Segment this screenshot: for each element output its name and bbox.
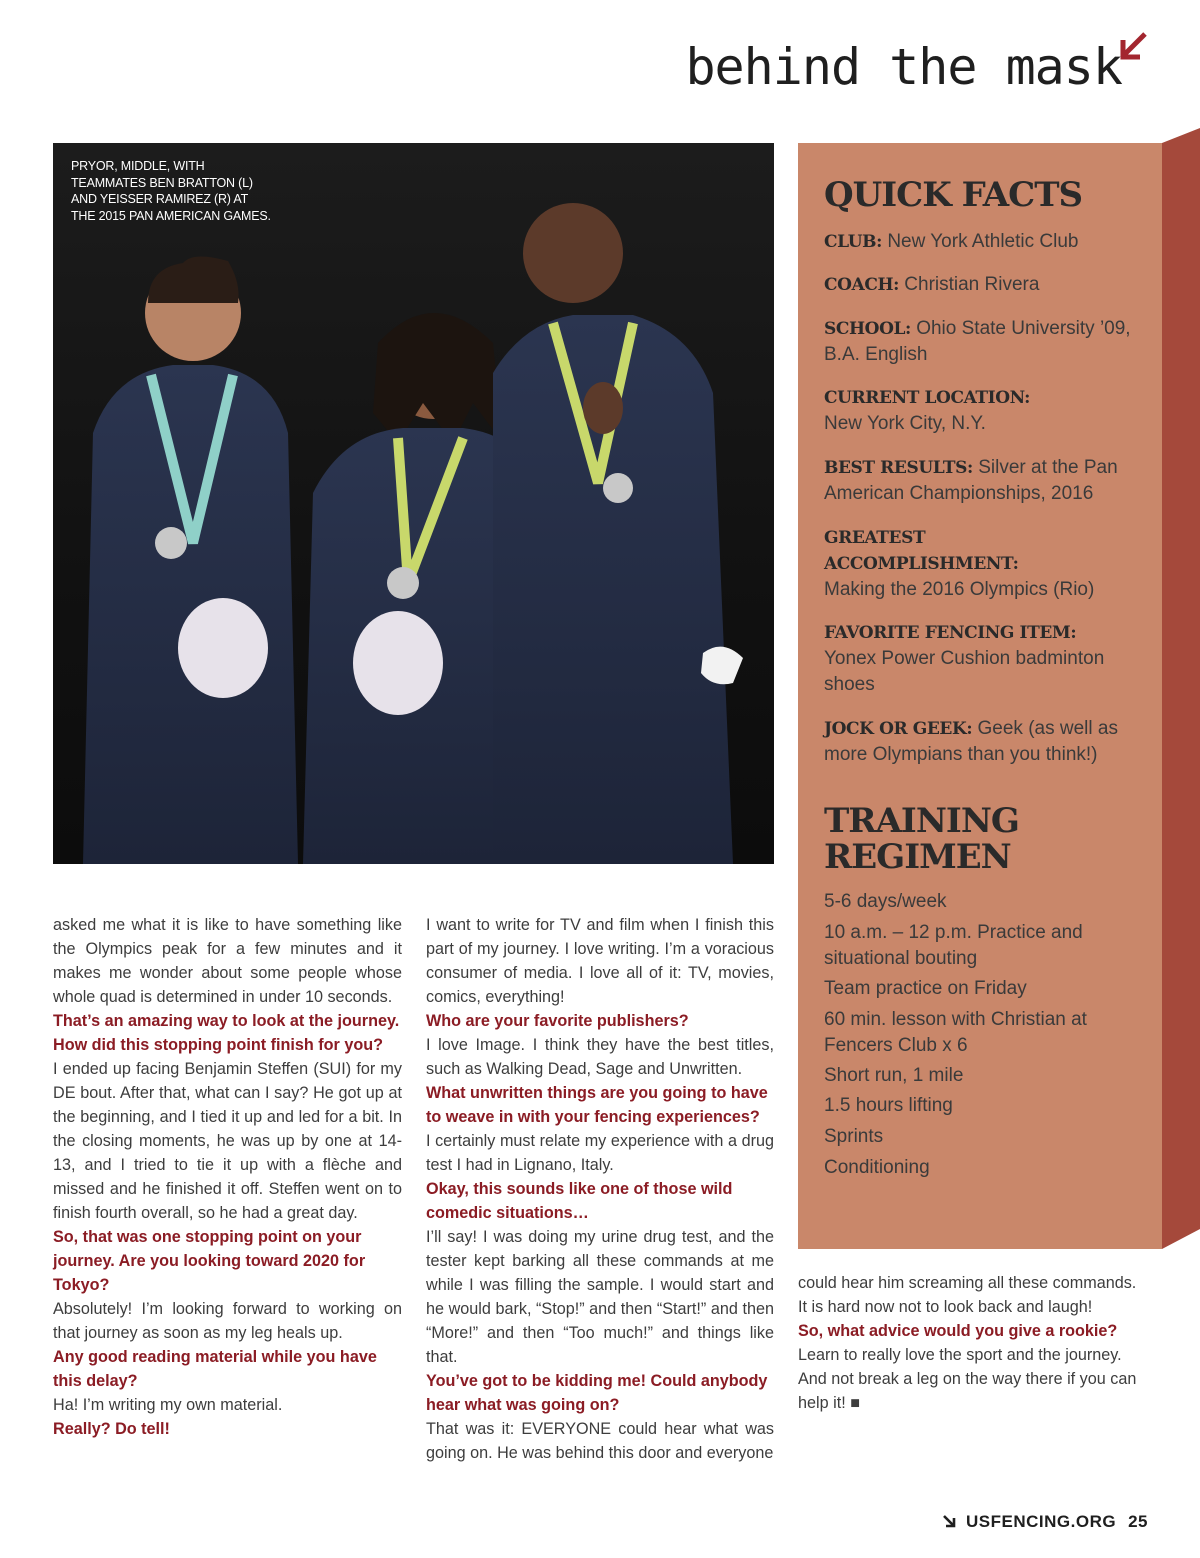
fact-jock-label: JOCK OR GEEK: — [824, 719, 973, 739]
fact-results-value: Silver at the Pan American Championships, 2016 — [824, 457, 1118, 504]
article-column-1 — [53, 913, 402, 1441]
fact-item-value: Yonex Power Cushion badminton shoes — [824, 648, 1105, 695]
fact-location-value: New York City, N.Y. — [824, 413, 986, 434]
fact-item — [824, 620, 1139, 698]
answer-paragraph: I love Image. I think they have the best titles, such as Walking Dead, Sage and Unwritten. — [426, 1036, 774, 1078]
fact-coach-value: Christian Rivera — [904, 274, 1040, 295]
answer-paragraph: Absolutely! I’m looking forward to working on that journey as soon as my leg heals up. — [53, 1300, 402, 1342]
training-item: Conditioning — [824, 1157, 930, 1178]
fact-club — [824, 229, 1139, 255]
fact-school — [824, 316, 1139, 368]
fact-accomplishment-label: GREATEST ACCOMPLISHMENT: — [824, 528, 1019, 574]
fact-coach-label: COACH: — [824, 275, 899, 295]
fact-accomplishment — [824, 525, 1095, 603]
training-item: 5-6 days/week — [824, 891, 947, 912]
arrow-down-right-icon — [942, 1514, 956, 1528]
question-paragraph: So, that was one stopping point on your journey. Are you looking toward 2020 for Tokyo? — [53, 1228, 366, 1294]
answer-paragraph: asked me what it is like to have something like the Olympics peak for a few minutes and it makes me wonder about some people whose whole quad is determined in under 10 seconds. — [53, 916, 402, 1006]
panel-edge — [1162, 128, 1200, 1249]
fact-school-label: SCHOOL: — [824, 319, 911, 339]
answer-paragraph: I want to write for TV and film when I finish this part of my journey. I love writing. I’m a voracious consumer of media. I love all of it: TV, movies, comics, everything! — [426, 916, 774, 1006]
question-paragraph: You’ve got to be kidding me! Could anybody hear what was going on? — [426, 1372, 768, 1414]
question-paragraph: That’s an amazing way to look at the journey. How did this stopping point finish for you? — [53, 1012, 400, 1054]
fact-coach — [824, 272, 1139, 298]
question-paragraph: Okay, this sounds like one of those wild comedic situations… — [426, 1180, 733, 1222]
fact-club-label: CLUB: — [824, 232, 883, 252]
answer-paragraph: That was it: EVERYONE could hear what was going on. He was behind this door and everyone — [426, 1420, 774, 1462]
fact-results — [824, 455, 1139, 507]
training-title: TRAINING REGIMEN — [824, 801, 1019, 877]
fact-jock — [824, 716, 1139, 768]
page-number: 25 — [1128, 1512, 1148, 1531]
fact-results-label: BEST RESULTS: — [824, 458, 973, 478]
answer-paragraph: I’ll say! I was doing my urine drug test, and the tester kept barking all these commands at me while I was filling the sample. I would start and he would bark, “Stop!” and then “Start!” and then “More!” and then “Too much!” and things like that. — [426, 1228, 774, 1366]
fencers-illustration — [53, 143, 774, 864]
section-title: behind the mask — [685, 38, 1122, 96]
fact-school-value: Ohio State University ’09, B.A. English — [824, 318, 1131, 365]
training-item: Short run, 1 mile — [824, 1065, 964, 1086]
page-footer — [942, 1512, 1148, 1532]
arrow-down-left-icon — [1117, 30, 1151, 64]
question-paragraph: Who are your favorite publishers? — [426, 1012, 689, 1030]
training-item: Sprints — [824, 1126, 884, 1147]
fact-item-label: FAVORITE FENCING ITEM: — [824, 623, 1077, 643]
answer-paragraph: Ha! I’m writing my own material. — [53, 1396, 283, 1414]
question-paragraph: So, what advice would you give a rookie? — [798, 1322, 1118, 1340]
question-paragraph: Really? Do tell! — [53, 1420, 170, 1438]
answer-paragraph: Learn to really love the sport and the journey. And not break a leg on the way there if you can help it! ■ — [798, 1346, 1137, 1412]
photo-caption: PRYOR, MIDDLE, WITH TEAMMATES BEN BRATTON (L) AND YEISSER RAMIREZ (R) AT THE 2015 PAN AMERICAN GAMES. — [71, 159, 271, 223]
fact-accomplishment-value: Making the 2016 Olympics (Rio) — [824, 579, 1095, 600]
training-item: 60 min. lesson with Christian at Fencers Club x 6 — [824, 1009, 1087, 1056]
answer-paragraph: I certainly must relate my experience with a drug test I had in Lignano, Italy. — [426, 1132, 774, 1174]
quick-facts-title: QUICK FACTS — [824, 175, 1083, 215]
article-column-2 — [426, 913, 774, 1465]
fact-jock-value: Geek (as well as more Olympians than you think!) — [824, 718, 1118, 765]
question-paragraph: What unwritten things are you going to have to weave in with your fencing experiences? — [426, 1084, 768, 1126]
training-item: 1.5 hours lifting — [824, 1095, 953, 1116]
fact-location — [824, 385, 1139, 437]
team-photo — [53, 143, 774, 864]
answer-paragraph: I ended up facing Benjamin Steffen (SUI) for my DE bout. After that, what can I say? He got up at the beginning, and I tied it up and led for a bit. In the closing moments, he was up by one at 14-13, and I tried to tie it up with a flèche and missed and he finished it off. Steffen went on to finish fourth overall, so he had a great day. — [53, 1060, 402, 1222]
question-paragraph: Any good reading material while you have this delay? — [53, 1348, 377, 1390]
answer-paragraph: could hear him screaming all these commands. It is hard now not to look back and laugh! — [798, 1274, 1137, 1316]
article-column-3 — [798, 1271, 1148, 1415]
fact-location-label: CURRENT LOCATION: — [824, 388, 1031, 408]
training-item: 10 a.m. – 12 p.m. Practice and situational bouting — [824, 922, 1083, 969]
footer-site[interactable]: USFENCING.ORG — [966, 1512, 1117, 1531]
fact-club-value: New York Athletic Club — [887, 231, 1079, 252]
training-item: Team practice on Friday — [824, 978, 1027, 999]
